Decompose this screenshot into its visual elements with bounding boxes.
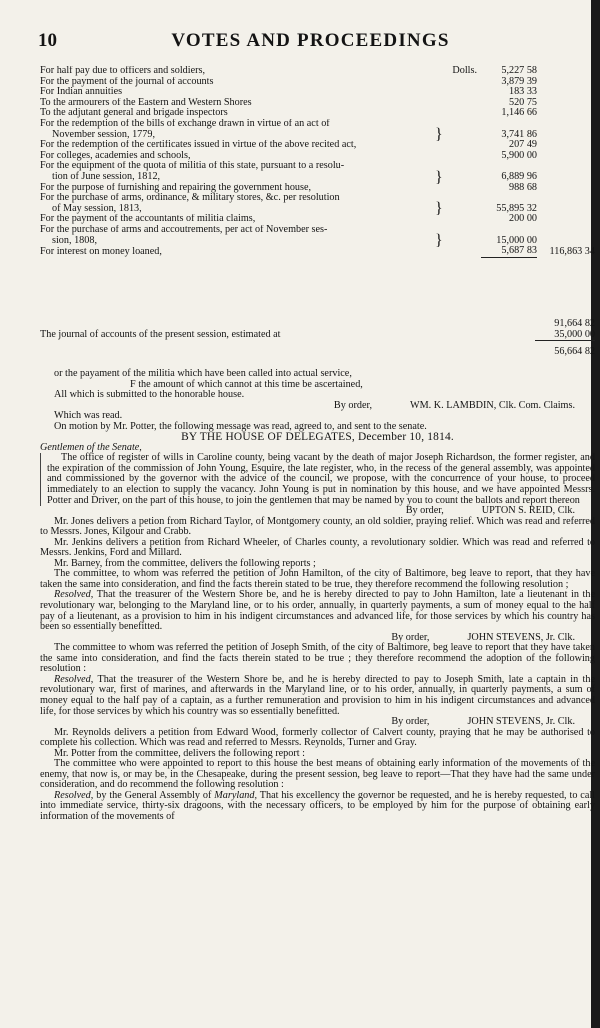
account-row xyxy=(40,161,595,186)
account-total: 116,863 34 xyxy=(549,246,595,258)
account-label-line: of May session, 1813, xyxy=(52,202,142,214)
account-amount: 5,227 58 xyxy=(501,65,537,76)
state-name: Maryland, xyxy=(214,789,258,801)
subtotal-amount: 91,664 82 xyxy=(554,318,595,329)
resolved-word: Resolved, xyxy=(54,789,94,801)
committee-report: The committee who were appointed to report to this house the best means of obtaining early information of the movements of the enemy, that now is, or may be, in the Chesapeake, during the present session, beg leave to report—That they have had the same under consideration, and do recommend the following resolution : xyxy=(40,758,595,791)
account-amount: 15,000 00 xyxy=(496,234,537,246)
account-row xyxy=(40,246,595,258)
account-label xyxy=(40,119,435,140)
running-title: VOTES AND PROCEEDINGS xyxy=(171,30,450,51)
account-label xyxy=(40,140,435,151)
clerk-name: WM. K. LAMBDIN, Clk. Com. Claims. xyxy=(410,399,575,411)
account-row xyxy=(40,151,595,162)
brace-mark: } xyxy=(435,126,443,144)
motion-paragraph: On motion by Mr. Potter, the following message was read, agreed to, and sent to the senate. xyxy=(54,420,427,432)
by-order: By order, xyxy=(391,631,430,643)
account-row xyxy=(40,224,595,250)
account-label xyxy=(40,183,435,194)
smith-resolution xyxy=(40,675,595,717)
account-label xyxy=(40,161,435,182)
account-row xyxy=(40,214,595,225)
by-order: By order, xyxy=(333,399,372,411)
accounts-table xyxy=(40,66,595,258)
account-label xyxy=(40,77,435,88)
final-total-amount: 56,664 82 xyxy=(554,346,595,357)
brace-mark: } xyxy=(435,200,443,218)
house-heading: BY THE HOUSE OF DELEGATES, December 10, 1814. xyxy=(181,431,454,444)
hamilton-resolution xyxy=(40,590,595,632)
senate-message: The office of register of wills in Caroline county, being vacant by the death of major Joseph Richardson, the former register, and the expiration of the commission of John Young, Esquire, the late register, who, in the recess of the general assembly, was appointed and commissioned by the governor with the advice of the council, we propose, with the concurrence of your house, to proceed immediately to an election to supply the vacancy. John Young is put in nomination by this house, and we have appointed Messrs. Potter and Driver, on the part of this house, to join the gentlemen that may be named by you to count the ballots and report thereon xyxy=(40,453,595,506)
salutation: Gentlemen of the Senate, xyxy=(40,441,142,453)
account-label-line: To the adjutant general and brigade inspectors xyxy=(40,108,228,119)
potter-report: Mr. Potter from the committee, delivers the following report : xyxy=(54,747,305,759)
clerk-name: UPTON S. REID, Clk. xyxy=(481,505,575,517)
by-order: By order, xyxy=(405,505,444,517)
account-label xyxy=(40,247,435,258)
reynolds-petition: Mr. Reynolds delivers a petition from Edward Wood, formerly collector of Calvert county, praying that he may be authorised to complete his collection. Which was read and referred to Messrs. Reynolds, Turner and Gray. xyxy=(40,726,595,749)
account-amount: 988 68 xyxy=(508,181,537,193)
smith-report: The committee to whom was referred the petition of Joseph Smith, of the city of Baltimore, beg leave to report that they have taken the same into consideration, and find the facts therein stated to be true ; they therefore recommend the adoption of the following resolution : xyxy=(40,642,595,675)
account-amount: 183 33 xyxy=(508,86,537,98)
account-label-line: For the equipment of the quota of militia of this state, pursuant to a resolu- xyxy=(40,161,345,172)
account-label-line: For the purpose of furnishing and repairing the government house, xyxy=(40,182,312,193)
account-row xyxy=(40,193,595,218)
account-label-line: For colleges, academies and schools, xyxy=(40,150,191,161)
resolution-text: That the treasurer of the Western Shore be, and he is hereby directed to pay to John Hamilton, late a lieutenant in the revolutionary war, belonging to the Maryland line, or to his order, annually, in quarterly payments, a sum of money equal to the half pay of a lieutenant, as a provision to him in his indigent circumstances and advanced life, for those services by which his country has been so essentially benefitted. xyxy=(40,589,595,633)
journal-row xyxy=(40,329,595,341)
account-label-line: November session, 1779, xyxy=(52,128,155,140)
account-amount: 5,687 83 xyxy=(481,246,537,258)
account-row xyxy=(40,108,595,119)
claims-signature xyxy=(40,401,595,412)
currency-label: Dolls. xyxy=(452,65,477,76)
account-amount: 3,741 86 xyxy=(501,128,537,140)
stevens-signature-2 xyxy=(40,717,595,728)
account-amount: 1,146 66 xyxy=(501,107,537,119)
resolution-text: That the treasurer of the Western Shore be, and he is hereby directed to pay to Joseph Smith, late a captain in the revolutionary war, first of marines, and afterwards in the Maryland line, or to his order, annually, in quarterly payments, a sum of money equal to the half pay of a captain, as a further remuneration and provision to him in his indigent circumstances and advanced life, for those services by which his country was so essentially benefitted. xyxy=(40,673,595,717)
account-label-line: For the redemption of the bills of exchange drawn in virtue of an act of xyxy=(40,118,330,129)
account-amount: 207 49 xyxy=(508,139,537,151)
jenkins-petition: Mr. Jenkins delivers a petition from Richard Wheeler, of Charles county, a revolutionary soldier. Which was read and referred to Messrs. Jenkins, Ford and Millard. xyxy=(40,536,595,559)
account-label xyxy=(40,98,435,109)
jones-petition: Mr. Jones delivers a petion from Richard Taylor, of Montgomery county, an old soldier, praying relief. Which was read and referred to Messrs. Jones, Kilgour and Crabb. xyxy=(40,515,595,538)
brace-mark: } xyxy=(435,232,443,250)
final-resolution xyxy=(40,791,595,823)
account-label-line: For the redemption of the certificates issued in virtue of the above recited act, xyxy=(40,140,357,151)
account-label xyxy=(40,225,435,246)
resolution-text: That his excellency the governor be requested, and he is hereby requested, to call into immediate service, thirty-six dragoons, with the necessary officers, to be employed by him for the purpose of obtaining early information of the movements of xyxy=(40,789,596,822)
clerk-name: JOHN STEVENS, Jr. Clk. xyxy=(467,631,575,643)
account-amount: 55,895 32 xyxy=(496,202,537,214)
totals-block xyxy=(40,318,595,357)
final-total-row xyxy=(40,346,595,357)
hamilton-report: The committee, to whom was referred the petition of John Hamilton, of the city of Baltimore, beg leave to report, that they have taken the same into consideration, and find the facts therein stated to be true, they therefore recommend the following resolution ; xyxy=(40,568,595,590)
journal-label: The journal of accounts of the present session, estimated at xyxy=(40,329,281,340)
account-label-line: tion of June session, 1812, xyxy=(52,170,161,182)
resolved-word: Resolved, xyxy=(54,673,94,685)
account-label-line: For interest on money loaned, xyxy=(40,247,162,258)
account-label-line: For the payment of the accountants of militia claims, xyxy=(40,214,256,225)
account-label-line: To the armourers of the Eastern and Western Shores xyxy=(40,97,252,108)
account-label xyxy=(40,214,435,225)
clerk-name: JOHN STEVENS, Jr. Clk. xyxy=(467,716,575,728)
militia-note-continued: F the amount of which cannot at this time be ascertained, xyxy=(130,378,363,390)
journal-amount: 35,000 00 xyxy=(535,329,595,341)
account-label xyxy=(40,151,435,162)
submitted-line: All which is submitted to the honorable house. xyxy=(54,389,245,401)
account-amount: 5,900 00 xyxy=(501,149,537,161)
account-row xyxy=(40,183,595,194)
account-label xyxy=(40,87,435,98)
militia-note: or the payament of the militia which have been called into actual service, xyxy=(54,368,352,379)
proceedings-text xyxy=(40,369,595,823)
account-label-line: For the payment of the journal of accounts xyxy=(40,76,214,87)
brace-mark: } xyxy=(435,168,443,186)
account-label-line: For half pay due to officers and soldiers, xyxy=(40,66,206,76)
resolution-prefix: by the General Assembly of xyxy=(96,789,212,801)
page-header xyxy=(38,30,583,56)
account-amount: 200 00 xyxy=(508,213,537,225)
which-read: Which was read. xyxy=(54,410,123,422)
account-label xyxy=(40,193,435,214)
by-order: By order, xyxy=(391,716,430,728)
barney-reports: Mr. Barney, from the committee, delivers the following reports ; xyxy=(54,557,316,569)
resolved-word: Resolved, xyxy=(54,589,94,601)
account-row xyxy=(40,66,595,77)
account-row xyxy=(40,118,595,144)
account-amount: 520 75 xyxy=(508,96,537,108)
subtotal-row xyxy=(40,318,595,329)
account-amount: 3,879 39 xyxy=(501,75,537,87)
account-label-line: For the purchase of arms and accoutrements, per act of November ses- xyxy=(40,224,328,235)
account-label-line: For Indian annuities xyxy=(40,87,123,98)
account-label-line: For the purchase of arms, ordinance, & military stores, &c. per resolution xyxy=(40,193,340,204)
account-label-line: sion, 1808, xyxy=(52,234,97,246)
account-label xyxy=(40,108,435,119)
page-number: 10 xyxy=(38,30,57,51)
account-amount: 6,889 96 xyxy=(501,170,537,182)
account-label xyxy=(40,66,435,77)
